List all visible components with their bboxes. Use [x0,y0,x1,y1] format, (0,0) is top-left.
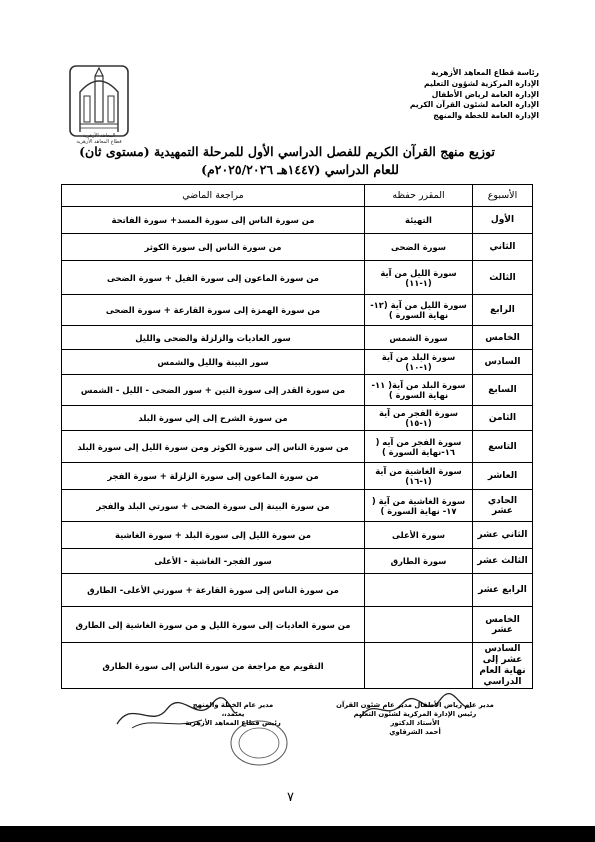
header-week: الأسبوع [473,185,533,207]
week-cell: الثاني [473,234,533,261]
review-cell: من سورة الناس إلى سورة الكوثر ومن سورة الليل إلى سورة البلد [62,431,365,463]
curriculum-table [61,184,533,689]
table-row [62,234,533,261]
table-header-row [62,185,533,207]
memorize-cell: سورة الطارق [365,549,473,574]
memorize-cell [365,643,473,689]
memorize-cell [365,607,473,643]
review-cell: من سورة الماعون إلى سورة الزلزلة + سورة الفجر [62,463,365,490]
logo-caption-line: قطاع المعاهد الأزهرية [76,139,122,145]
week-cell: السادس عشر إلى نهاية العام الدراسي [473,643,533,689]
logo-caption-line: المعاهد الأزهرية [82,133,116,139]
review-cell: من سورة الناس إلى سورة المسد+ سورة الفاتحة [62,207,365,234]
table-row [62,261,533,295]
al-azhar-seal-icon [66,62,132,140]
table-row [62,295,533,326]
header-memorize: المقرر حفظه [365,185,473,207]
header-line: الإدارة العامة للخطة والمنهج [433,111,539,121]
review-cell: من سورة الماعون إلى سورة الفيل + سورة الضحى [62,261,365,295]
week-cell: الرابع [473,295,533,326]
review-cell: من سورة البينة إلى سورة الضحى + سورتي البلد والفجر [62,490,365,522]
review-cell: سور العاديات والزلزلة والضحى والليل [62,326,365,350]
table-row [62,375,533,406]
table-row [62,207,533,234]
review-cell: من سورة القدر إلى سورة التين + سور الضحى - الليل - الشمس [62,375,365,406]
signature-right [330,701,500,737]
header-line: الإدارة العامة لرياض الأطفال [431,89,539,99]
week-cell: السابع [473,375,533,406]
week-cell: الثاني عشر [473,522,533,549]
header-line: الإدارة المركزية لشؤون التعليم [424,78,539,88]
week-cell: الثالث عشر [473,549,533,574]
week-cell: الثالث [473,261,533,295]
table-row [62,574,533,607]
week-cell: الرابع عشر [473,574,533,607]
memorize-cell: سورة الليل من آية (١-١١) [365,261,473,295]
table-row [62,350,533,375]
memorize-cell: سورة الليل من آية (١٢-نهاية السورة ) [365,295,473,326]
memorize-cell: سورة الضحى [365,234,473,261]
week-cell: الحادي عشر [473,490,533,522]
week-cell: التاسع [473,431,533,463]
review-cell: سور البينة والليل والشمس [62,350,365,375]
table-row [62,549,533,574]
table-row [62,522,533,549]
table-row [62,406,533,431]
memorize-cell: سورة الغاشية من آية ( ١٧- نهاية السورة ) [365,490,473,522]
table-row [62,490,533,522]
signature-line: رئيس قطاع المعاهد الأزهرية [185,719,281,727]
memorize-cell: سورة الفجر من آيه ( ١٦-نهاية السورة ) [365,431,473,463]
academic-year: للعام الدراسي (١٤٤٧هـ ٢٠٢٥/٢٠٢٦م) [201,162,399,177]
table-row [62,431,533,463]
memorize-cell: سورة الأعلى [365,522,473,549]
signature-line: مدير عام الخطة والمنهج [192,701,274,709]
memorize-cell: سورة البلد من آية (١-١٠) [365,350,473,375]
week-cell: الخامس [473,326,533,350]
signature-line: مدير عام رياض الأطفال مدير عام شئون القرآن [336,701,494,709]
memorize-cell [365,574,473,607]
review-cell: من سورة الشرح إلى إلي سورة البلد [62,406,365,431]
signature-line: الأستاذ الدكتور [390,719,440,727]
signature-line: رئيس الإدارة المركزية لشئون التعليم [353,710,477,718]
table-row [62,643,533,689]
table-row [62,463,533,490]
review-cell: التقويم مع مراجعة من سورة الناس إلى سورة الطارق [62,643,365,689]
header-line: الإدارة العامة لشئون القرآن الكريم [409,100,539,110]
week-cell: العاشر [473,463,533,490]
memorize-cell: التهيئة [365,207,473,234]
table-row [62,326,533,350]
signature-left [148,701,318,728]
week-cell: السادس [473,350,533,375]
header-line: رئاسة قطاع المعاهد الأزهرية [431,68,539,77]
header-review: مراجعة الماضي [62,185,365,207]
table-row [62,607,533,643]
memorize-cell: سورة الغاشية من آية (١-١٦) [365,463,473,490]
review-cell: سور الفجر- الغاشية - الأعلى [62,549,365,574]
signature-line: أحمد الشرقاوي [389,728,441,736]
header-block [309,68,539,122]
signature-line: يعتمد،، [221,710,245,718]
memorize-cell: سورة الشمس [365,326,473,350]
week-cell: الخامس عشر [473,607,533,643]
scan-edge-bar [0,826,595,842]
review-cell: من سورة العاديات إلى سورة الليل و من سورة الغاشية إلى الطارق [62,607,365,643]
review-cell: من سورة الناس إلى سورة القارعة + سورتي الأعلى- الطارق [62,574,365,607]
review-cell: من سورة الناس إلى سورة الكوثر [62,234,365,261]
week-cell: الأول [473,207,533,234]
memorize-cell: سورة البلد من آية( ١١-نهاية السورة ) [365,375,473,406]
memorize-cell: سورة الفجر من آية (١-١٥) [365,406,473,431]
page-number: ٧ [287,790,294,805]
document-title: توزيع منهج القرآن الكريم للفصل الدراسي الأول للمرحلة التمهيدية (مستوى ثان) [79,144,495,159]
review-cell: من سورة الليل إلى سورة البلد + سورة الغاشية [62,522,365,549]
week-cell: الثامن [473,406,533,431]
review-cell: من سورة الهمزة إلى سورة القارعة + سورة الضحى [62,295,365,326]
